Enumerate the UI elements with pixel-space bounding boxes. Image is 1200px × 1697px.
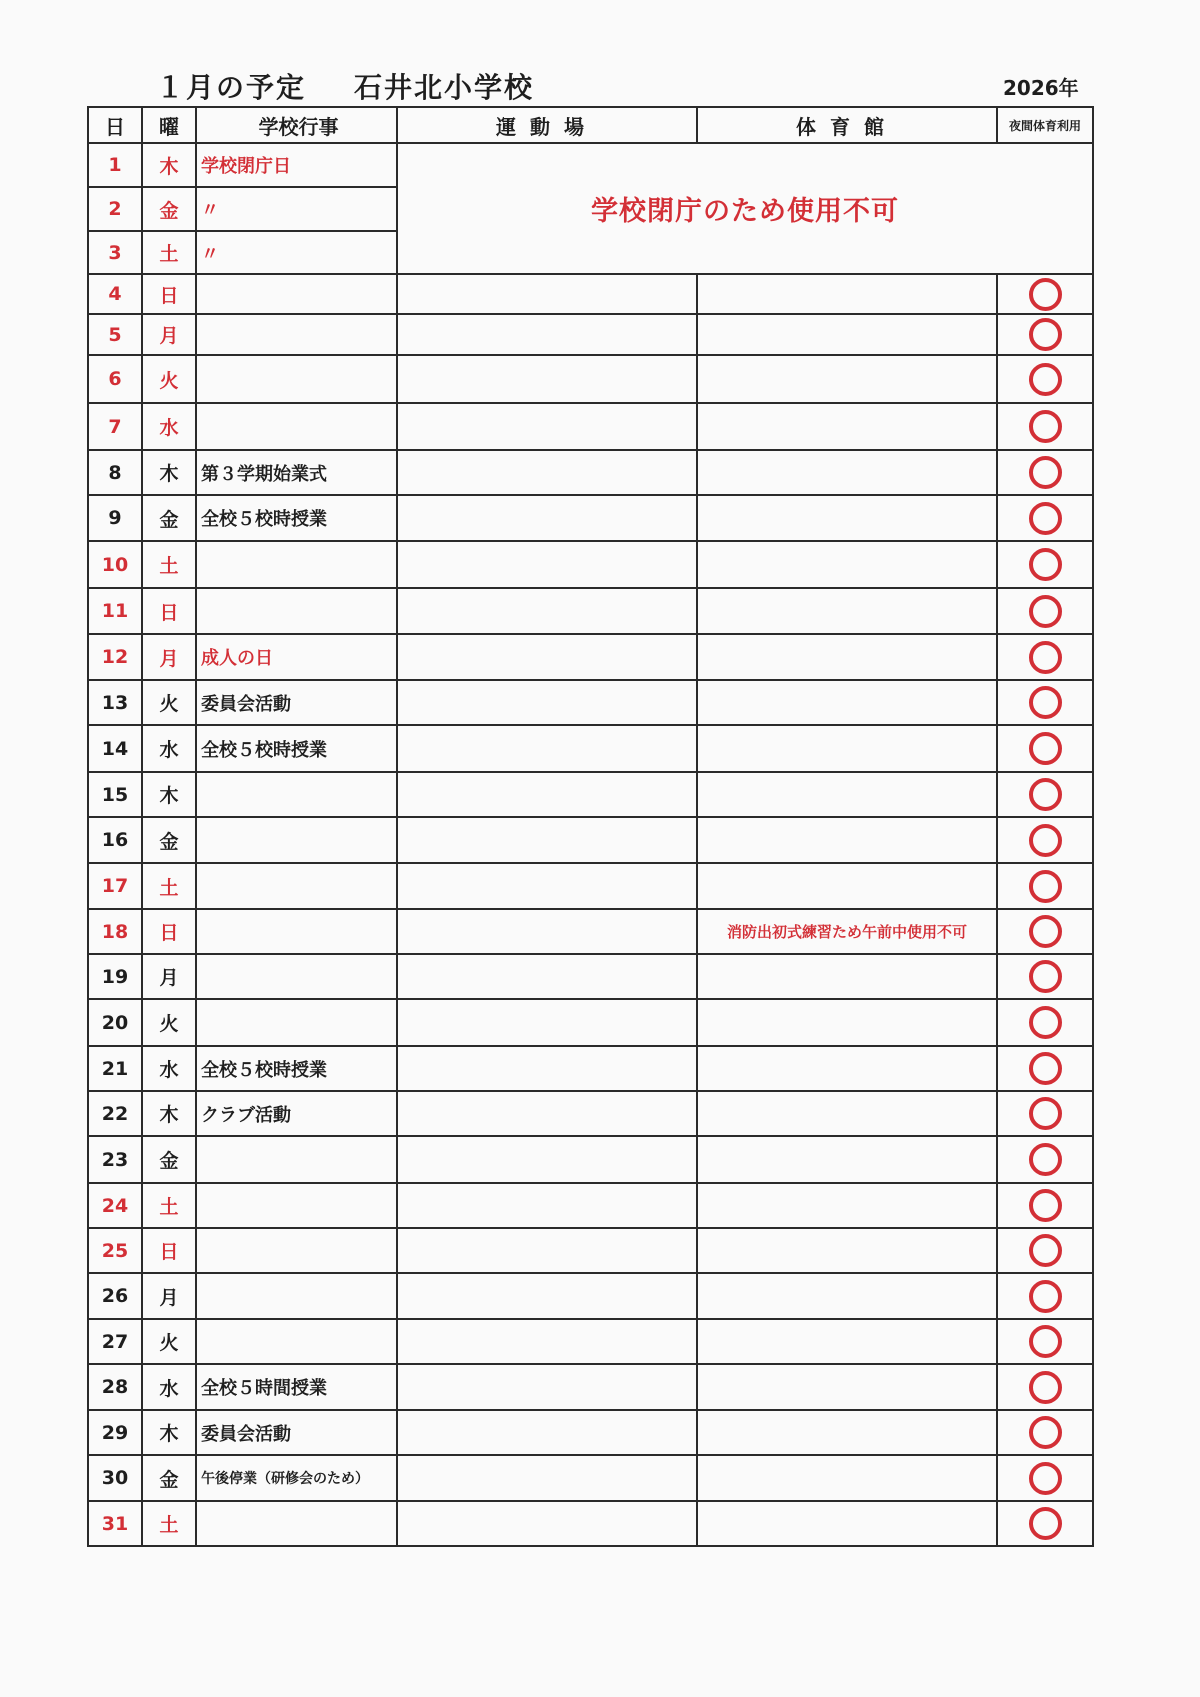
event-cell xyxy=(196,274,397,314)
ground-cell xyxy=(397,817,697,863)
gym-cell xyxy=(697,274,997,314)
night-cell xyxy=(997,314,1093,355)
gym-cell xyxy=(697,1273,997,1319)
day-cell: 22 xyxy=(88,1091,142,1136)
month-title: １月の予定 xyxy=(156,71,307,104)
ground-cell xyxy=(397,1501,697,1546)
table-row xyxy=(88,450,1093,495)
ground-cell xyxy=(397,541,697,588)
table-row xyxy=(88,1091,1093,1136)
day-cell: 31 xyxy=(88,1501,142,1546)
ground-cell xyxy=(397,999,697,1046)
ground-cell xyxy=(397,1273,697,1319)
day-cell: 10 xyxy=(88,541,142,588)
weekday-cell: 日 xyxy=(142,1228,196,1273)
night-cell xyxy=(997,1228,1093,1273)
table-row xyxy=(88,1273,1093,1319)
available-circle-icon xyxy=(1029,960,1062,993)
weekday-cell: 土 xyxy=(142,863,196,909)
weekday-cell: 月 xyxy=(142,314,196,355)
ground-cell xyxy=(397,1046,697,1091)
gym-cell xyxy=(697,314,997,355)
event-cell xyxy=(196,314,397,355)
ground-cell xyxy=(397,588,697,634)
gym-cell xyxy=(697,680,997,725)
ground-cell xyxy=(397,680,697,725)
page-title xyxy=(156,66,534,106)
table-row xyxy=(88,954,1093,999)
night-cell xyxy=(997,1273,1093,1319)
table-row xyxy=(88,817,1093,863)
day-cell: 3 xyxy=(88,231,142,274)
event-cell xyxy=(196,1183,397,1228)
available-circle-icon xyxy=(1029,363,1062,396)
table-row xyxy=(88,909,1093,954)
available-circle-icon xyxy=(1029,1052,1062,1085)
gym-cell xyxy=(697,541,997,588)
weekday-cell: 日 xyxy=(142,909,196,954)
weekday-cell: 火 xyxy=(142,999,196,1046)
available-circle-icon xyxy=(1029,318,1062,351)
gym-cell xyxy=(697,1091,997,1136)
weekday-cell: 日 xyxy=(142,274,196,314)
night-cell xyxy=(997,1319,1093,1364)
event-cell xyxy=(196,403,397,450)
table-row xyxy=(88,634,1093,680)
gym-cell xyxy=(697,1183,997,1228)
header-row xyxy=(88,107,1093,143)
gym-cell xyxy=(697,1364,997,1410)
day-cell: 14 xyxy=(88,725,142,772)
night-cell xyxy=(997,954,1093,999)
available-circle-icon xyxy=(1029,1416,1062,1449)
ground-cell xyxy=(397,1319,697,1364)
available-circle-icon xyxy=(1029,732,1062,765)
event-cell: 全校５校時授業 xyxy=(196,1046,397,1091)
day-cell: 27 xyxy=(88,1319,142,1364)
day-cell: 4 xyxy=(88,274,142,314)
night-cell xyxy=(997,1091,1093,1136)
weekday-cell: 木 xyxy=(142,450,196,495)
weekday-cell: 月 xyxy=(142,954,196,999)
weekday-cell: 土 xyxy=(142,1501,196,1546)
gym-cell xyxy=(697,1228,997,1273)
gym-cell xyxy=(697,450,997,495)
event-cell xyxy=(196,909,397,954)
ground-cell xyxy=(397,1228,697,1273)
day-cell: 16 xyxy=(88,817,142,863)
weekday-cell: 月 xyxy=(142,634,196,680)
closed-notice: 学校閉庁のため使用不可 xyxy=(397,143,1093,274)
available-circle-icon xyxy=(1029,595,1062,628)
weekday-cell: 水 xyxy=(142,1046,196,1091)
weekday-cell: 日 xyxy=(142,588,196,634)
table-row xyxy=(88,588,1093,634)
night-cell xyxy=(997,1183,1093,1228)
gym-cell xyxy=(697,634,997,680)
night-cell xyxy=(997,1455,1093,1501)
ground-cell xyxy=(397,274,697,314)
day-cell: 7 xyxy=(88,403,142,450)
day-cell: 28 xyxy=(88,1364,142,1410)
night-cell xyxy=(997,403,1093,450)
event-cell xyxy=(196,772,397,817)
night-cell xyxy=(997,680,1093,725)
weekday-cell: 木 xyxy=(142,1091,196,1136)
weekday-cell: 火 xyxy=(142,1319,196,1364)
table-row xyxy=(88,680,1093,725)
night-cell xyxy=(997,588,1093,634)
weekday-cell: 月 xyxy=(142,1273,196,1319)
night-cell xyxy=(997,909,1093,954)
event-cell: 第３学期始業式 xyxy=(196,450,397,495)
ground-cell xyxy=(397,314,697,355)
table-row xyxy=(88,1319,1093,1364)
school-name: 石井北小学校 xyxy=(354,71,535,104)
gym-cell xyxy=(697,1501,997,1546)
gym-cell: 消防出初式練習ため午前中使用不可 xyxy=(697,909,997,954)
night-cell xyxy=(997,725,1093,772)
day-cell: 24 xyxy=(88,1183,142,1228)
ground-cell xyxy=(397,954,697,999)
weekday-cell: 金 xyxy=(142,1136,196,1183)
night-cell xyxy=(997,495,1093,541)
event-cell xyxy=(196,588,397,634)
available-circle-icon xyxy=(1029,410,1062,443)
gym-cell xyxy=(697,403,997,450)
day-cell: 30 xyxy=(88,1455,142,1501)
weekday-cell: 木 xyxy=(142,1410,196,1455)
available-circle-icon xyxy=(1029,915,1062,948)
event-cell: 全校５校時授業 xyxy=(196,495,397,541)
ground-cell xyxy=(397,634,697,680)
event-cell xyxy=(196,541,397,588)
table-row xyxy=(88,495,1093,541)
event-cell: 委員会活動 xyxy=(196,680,397,725)
weekday-cell: 金 xyxy=(142,495,196,541)
gym-cell xyxy=(697,1455,997,1501)
day-cell: 26 xyxy=(88,1273,142,1319)
night-cell xyxy=(997,863,1093,909)
night-cell xyxy=(997,999,1093,1046)
gym-cell xyxy=(697,1046,997,1091)
event-cell: 午後停業（研修会のため） xyxy=(196,1455,397,1501)
table-row xyxy=(88,1228,1093,1273)
event-cell: 全校５時間授業 xyxy=(196,1364,397,1410)
available-circle-icon xyxy=(1029,778,1062,811)
gym-cell xyxy=(697,1319,997,1364)
available-circle-icon xyxy=(1029,824,1062,857)
available-circle-icon xyxy=(1029,1507,1062,1540)
table-row xyxy=(88,274,1093,314)
weekday-cell: 木 xyxy=(142,772,196,817)
header-night: 夜間体育利用 xyxy=(997,107,1093,143)
weekday-cell: 水 xyxy=(142,1364,196,1410)
available-circle-icon xyxy=(1029,1143,1062,1176)
event-cell: 成人の日 xyxy=(196,634,397,680)
ground-cell xyxy=(397,1410,697,1455)
ground-cell xyxy=(397,1091,697,1136)
gym-cell xyxy=(697,999,997,1046)
event-cell xyxy=(196,1501,397,1546)
available-circle-icon xyxy=(1029,1462,1062,1495)
gym-cell xyxy=(697,355,997,403)
table-row xyxy=(88,314,1093,355)
night-cell xyxy=(997,1136,1093,1183)
available-circle-icon xyxy=(1029,1189,1062,1222)
weekday-cell: 金 xyxy=(142,187,196,231)
day-cell: 23 xyxy=(88,1136,142,1183)
gym-cell xyxy=(697,954,997,999)
weekday-cell: 水 xyxy=(142,725,196,772)
ground-cell xyxy=(397,863,697,909)
header-event: 学校行事 xyxy=(196,107,397,143)
gym-cell xyxy=(697,588,997,634)
night-cell xyxy=(997,541,1093,588)
ground-cell xyxy=(397,1364,697,1410)
event-cell xyxy=(196,999,397,1046)
ground-cell xyxy=(397,1183,697,1228)
available-circle-icon xyxy=(1029,278,1062,311)
table-row xyxy=(88,1046,1093,1091)
event-cell: 委員会活動 xyxy=(196,1410,397,1455)
event-cell: クラブ活動 xyxy=(196,1091,397,1136)
event-cell xyxy=(196,817,397,863)
event-cell: 〃 xyxy=(196,187,397,231)
available-circle-icon xyxy=(1029,1006,1062,1039)
available-circle-icon xyxy=(1029,502,1062,535)
gym-cell xyxy=(697,495,997,541)
night-cell xyxy=(997,634,1093,680)
day-cell: 12 xyxy=(88,634,142,680)
event-cell xyxy=(196,355,397,403)
weekday-cell: 金 xyxy=(142,1455,196,1501)
day-cell: 6 xyxy=(88,355,142,403)
schedule-body xyxy=(88,143,1093,1546)
night-cell xyxy=(997,1410,1093,1455)
day-cell: 18 xyxy=(88,909,142,954)
day-cell: 29 xyxy=(88,1410,142,1455)
event-cell: 全校５校時授業 xyxy=(196,725,397,772)
table-row xyxy=(88,863,1093,909)
weekday-cell: 金 xyxy=(142,817,196,863)
day-cell: 21 xyxy=(88,1046,142,1091)
weekday-cell: 火 xyxy=(142,680,196,725)
table-row xyxy=(88,999,1093,1046)
day-cell: 15 xyxy=(88,772,142,817)
table-row xyxy=(88,143,1093,187)
night-cell xyxy=(997,355,1093,403)
day-cell: 13 xyxy=(88,680,142,725)
day-cell: 5 xyxy=(88,314,142,355)
ground-cell xyxy=(397,355,697,403)
gym-cell xyxy=(697,1136,997,1183)
night-cell xyxy=(997,817,1093,863)
event-cell xyxy=(196,1228,397,1273)
day-cell: 1 xyxy=(88,143,142,187)
table-row xyxy=(88,1136,1093,1183)
weekday-cell: 水 xyxy=(142,403,196,450)
day-cell: 19 xyxy=(88,954,142,999)
available-circle-icon xyxy=(1029,1325,1062,1358)
gym-cell xyxy=(697,817,997,863)
night-cell xyxy=(997,1364,1093,1410)
weekday-cell: 土 xyxy=(142,541,196,588)
ground-cell xyxy=(397,495,697,541)
day-cell: 20 xyxy=(88,999,142,1046)
event-cell xyxy=(196,1136,397,1183)
table-row xyxy=(88,772,1093,817)
event-cell xyxy=(196,1319,397,1364)
weekday-cell: 火 xyxy=(142,355,196,403)
ground-cell xyxy=(397,772,697,817)
ground-cell xyxy=(397,725,697,772)
available-circle-icon xyxy=(1029,548,1062,581)
gym-cell xyxy=(697,863,997,909)
event-cell xyxy=(196,1273,397,1319)
ground-cell xyxy=(397,450,697,495)
event-cell xyxy=(196,863,397,909)
ground-cell xyxy=(397,1455,697,1501)
night-cell xyxy=(997,772,1093,817)
day-cell: 11 xyxy=(88,588,142,634)
available-circle-icon xyxy=(1029,1097,1062,1130)
available-circle-icon xyxy=(1029,870,1062,903)
table-row xyxy=(88,1455,1093,1501)
weekday-cell: 土 xyxy=(142,1183,196,1228)
night-cell xyxy=(997,450,1093,495)
header-gym: 体育館 xyxy=(697,107,997,143)
ground-cell xyxy=(397,909,697,954)
table-row xyxy=(88,1501,1093,1546)
available-circle-icon xyxy=(1029,1371,1062,1404)
night-cell xyxy=(997,274,1093,314)
gym-cell xyxy=(697,725,997,772)
available-circle-icon xyxy=(1029,1234,1062,1267)
day-cell: 8 xyxy=(88,450,142,495)
available-circle-icon xyxy=(1029,641,1062,674)
year-label: 2026年 xyxy=(1003,76,1079,100)
header-weekday: 曜 xyxy=(142,107,196,143)
table-row xyxy=(88,541,1093,588)
event-cell: 〃 xyxy=(196,231,397,274)
weekday-cell: 木 xyxy=(142,143,196,187)
ground-cell xyxy=(397,403,697,450)
night-cell xyxy=(997,1501,1093,1546)
event-cell: 学校閉庁日 xyxy=(196,143,397,187)
table-row xyxy=(88,1364,1093,1410)
available-circle-icon xyxy=(1029,1280,1062,1313)
table-row xyxy=(88,403,1093,450)
event-cell xyxy=(196,954,397,999)
night-cell xyxy=(997,1046,1093,1091)
table-row xyxy=(88,1183,1093,1228)
day-cell: 2 xyxy=(88,187,142,231)
available-circle-icon xyxy=(1029,686,1062,719)
header-day: 日 xyxy=(88,107,142,143)
weekday-cell: 土 xyxy=(142,231,196,274)
table-row xyxy=(88,355,1093,403)
header-ground: 運動場 xyxy=(397,107,697,143)
gym-cell xyxy=(697,1410,997,1455)
gym-cell xyxy=(697,772,997,817)
day-cell: 17 xyxy=(88,863,142,909)
available-circle-icon xyxy=(1029,456,1062,489)
day-cell: 9 xyxy=(88,495,142,541)
table-row xyxy=(88,1410,1093,1455)
schedule-table xyxy=(87,106,1094,1547)
table-row xyxy=(88,725,1093,772)
ground-cell xyxy=(397,1136,697,1183)
day-cell: 25 xyxy=(88,1228,142,1273)
